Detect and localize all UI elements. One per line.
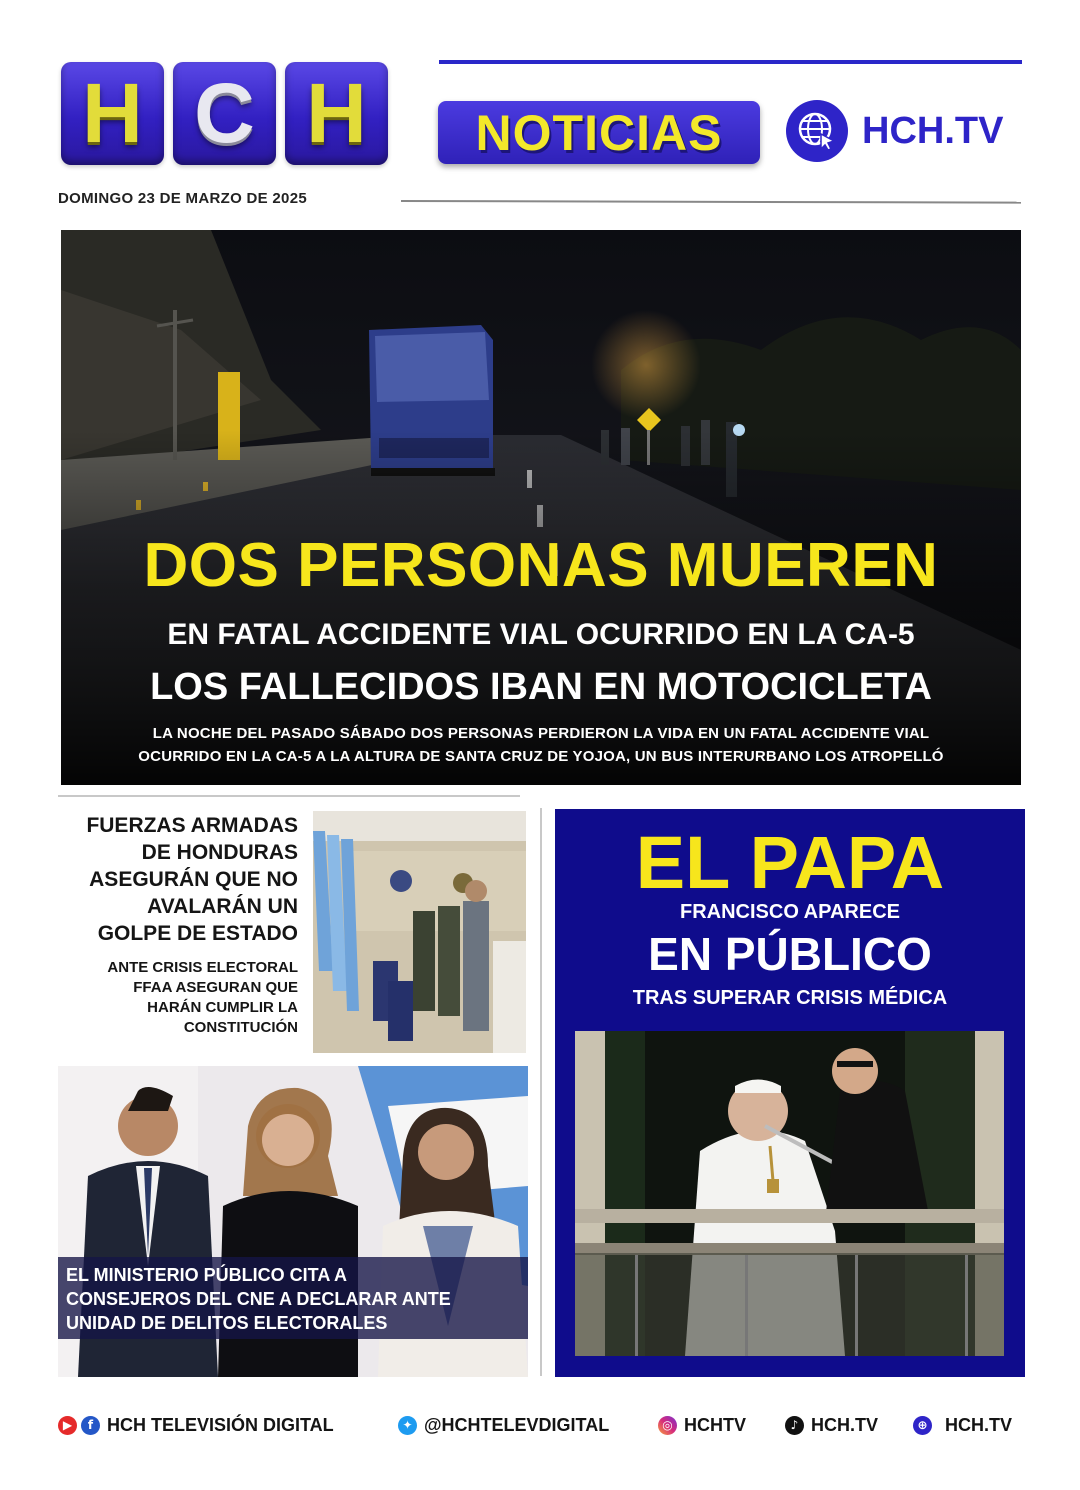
ffaa-headline-line: FUERZAS ARMADAS	[86, 814, 298, 837]
hero-summary-line-2: OCURRIDO EN LA CA-5 A LA ALTURA DE SANTA CRUZ DE YOJOA, UN BUS INTERURBANO LOS ATROPELLÓ	[138, 748, 944, 765]
youtube-icon: ▶	[58, 1416, 77, 1435]
mp-caption-band[interactable]	[58, 1257, 528, 1339]
pope-photo	[575, 1031, 1004, 1356]
pope-line-4: TRAS SUPERAR CRISIS MÉDICA	[632, 987, 948, 1009]
ffaa-headline-line: GOLPE DE ESTADO	[97, 922, 298, 945]
hero-summary	[81, 722, 1001, 768]
ffaa-subheadline-line: CONSTITUCIÓN	[183, 1019, 298, 1036]
footer-twitter[interactable]	[398, 1410, 609, 1440]
pope-headline: EL PAPA	[635, 821, 945, 904]
logo-letter-h2: H	[285, 62, 388, 165]
ffaa-subheadline-line: ANTE CRISIS ELECTORAL	[107, 959, 298, 976]
mp-caption-line: CONSEJEROS DEL CNE A DECLARAR ANTE	[66, 1289, 451, 1309]
date-rule	[401, 200, 1021, 204]
footer-instagram-label: HCHTV	[684, 1414, 746, 1435]
footer-web[interactable]	[913, 1410, 1012, 1440]
footer-tiktok[interactable]	[785, 1410, 878, 1440]
facebook-icon: f	[81, 1416, 100, 1435]
globe-icon: ⊕	[913, 1416, 932, 1435]
globe-cursor-icon	[786, 100, 848, 162]
tiktok-icon: ♪	[785, 1416, 804, 1435]
footer-facebook-label: HCH TELEVISIÓN DIGITAL	[107, 1414, 334, 1435]
footer-facebook-youtube[interactable]	[58, 1410, 334, 1440]
ffaa-subheadline-line: HARÁN CUMPLIR LA	[147, 999, 298, 1016]
hero-summary-line-1: LA NOCHE DEL PASADO SÁBADO DOS PERSONAS PERDIERON LA VIDA EN UN FATAL ACCIDENTE VIAL	[152, 725, 930, 742]
instagram-icon: ◎	[658, 1416, 677, 1435]
pope-line-2: FRANCISCO APARECE	[679, 901, 900, 923]
footer-twitter-label: @HCHTELEVDIGITAL	[424, 1414, 610, 1435]
mp-caption-line: UNIDAD DE DELITOS ELECTORALES	[66, 1313, 388, 1333]
twitter-icon: ✦	[398, 1416, 417, 1435]
ffaa-photo[interactable]	[313, 811, 526, 1053]
issue-date: DOMINGO 23 DE MARZO DE 2025	[58, 190, 307, 207]
footer-tiktok-label: HCH.TV	[811, 1414, 878, 1435]
logo-letter-c: C	[173, 62, 276, 165]
ffaa-headline[interactable]	[50, 812, 298, 947]
pope-story[interactable]	[555, 809, 1025, 1377]
ffaa-headline-line: DE HONDURAS	[141, 841, 298, 864]
pope-line-3: EN PÚBLICO	[648, 928, 932, 980]
column-divider	[540, 808, 542, 1376]
hero-headline: DOS PERSONAS MUEREN	[143, 531, 939, 600]
mp-caption-line: EL MINISTERIO PÚBLICO CITA A	[66, 1265, 348, 1285]
hero-subheadline-2: LOS FALLECIDOS IBAN EN MOTOCICLETA	[150, 666, 932, 708]
website-label[interactable]: HCH.TV	[862, 110, 1004, 152]
hero-story[interactable]	[61, 230, 1021, 785]
hero-subheadline-1: EN FATAL ACCIDENTE VIAL OCURRIDO EN LA CA-5	[167, 618, 915, 651]
footer-instagram[interactable]	[658, 1410, 746, 1440]
mp-caption	[66, 1263, 526, 1335]
footer-web-label: HCH.TV	[945, 1414, 1012, 1435]
section-label: NOTICIAS	[438, 101, 760, 164]
ffaa-headline-line: AVALARÁN UN	[147, 895, 298, 918]
social-footer	[58, 1410, 1024, 1440]
logo-letter-h1: H	[61, 62, 164, 165]
ffaa-subheadline	[50, 958, 298, 1038]
ffaa-headline-line: ASEGURÁN QUE NO	[89, 868, 298, 891]
header-top-rule	[439, 60, 1022, 64]
ffaa-subheadline-line: FFAA ASEGURAN QUE	[133, 979, 298, 996]
section-divider	[58, 795, 520, 797]
